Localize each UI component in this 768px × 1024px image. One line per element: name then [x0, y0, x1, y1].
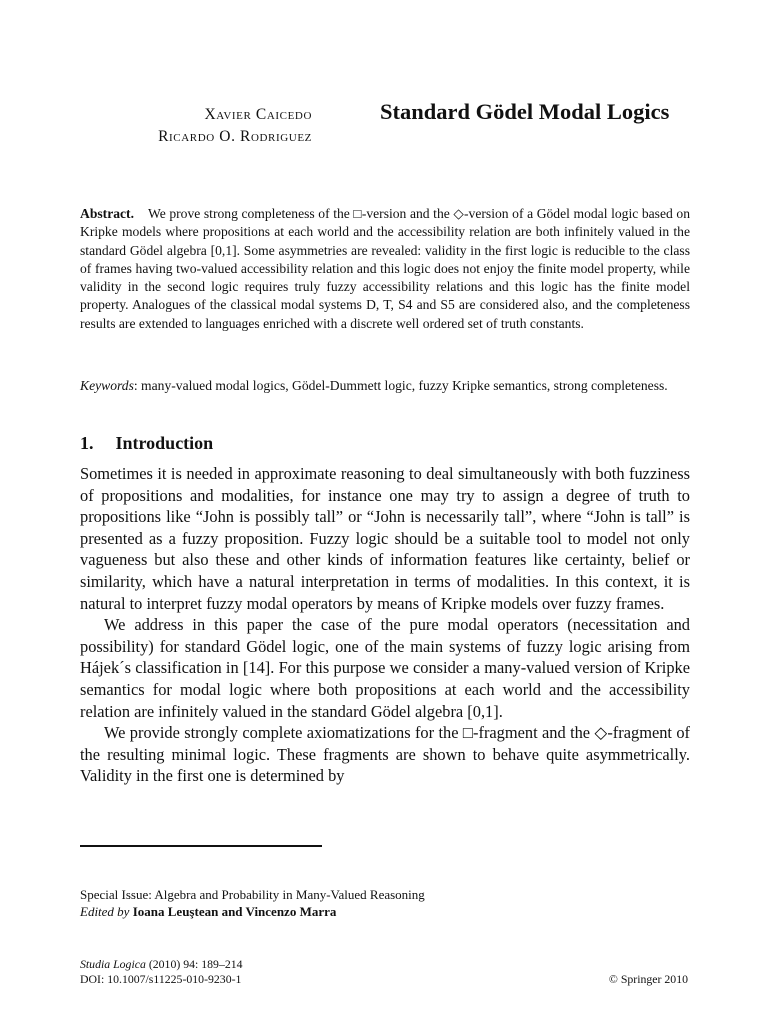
paragraph: We address in this paper the case of the pure modal operators (necessitation and possibility) for standard Gödel logic, one of the main systems of fuzzy logic arising from Hájek´s classification in [14]. For this purpose we consider a many-valued version of Kripke semantics for modal logic where both propositions at each world and the accessibility relation are infinitely valued in the standard Gödel algebra [0,1].: [80, 615, 690, 721]
keywords-label: Keywords: [80, 378, 134, 393]
bibliographic-info: [80, 957, 480, 987]
section-number: 1.: [80, 433, 94, 453]
copyright-notice: © Springer 2010: [608, 972, 688, 986]
body-text: [80, 463, 690, 787]
volume-info: (2010) 94: 189–214: [148, 957, 243, 971]
paragraph: We provide strongly complete axiomatizations for the □-fragment and the ◇-fragment of the resulting minimal logic. These fragments are shown to behave quite asymmetrically. Validity in the first one is determined by: [80, 723, 690, 786]
journal-name: Studia Logica: [80, 957, 146, 971]
paragraph: Sometimes it is needed in approximate reasoning to deal simultaneously with both fuzziness of propositions and modalities, for instance one may try to assign a degree of truth to propositions like “John is possibly tall” or “John is necessarily tall”, where “John is tall” is presented as a fuzzy proposition. Fuzzy logic should be a suitable tool to model not only vagueness but also these and other kinds of information features like certainty, belief or similarity, which have a natural interpretation in terms of modalities. In this context, it is natural to interpret fuzzy modal operators by means of Kripke models over fuzzy frames.: [80, 464, 690, 613]
author-list: [80, 104, 312, 148]
special-issue-note: Special Issue: Algebra and Probability in Many-Valued Reasoning: [80, 887, 425, 902]
editors-line: [80, 903, 690, 920]
edited-by-label: Edited by: [80, 904, 130, 919]
abstract: [80, 205, 690, 333]
keywords: [80, 377, 690, 395]
journal-line: [80, 957, 480, 972]
author-name: Ricardo O. Rodriguez: [158, 128, 312, 145]
section-title: Introduction: [115, 433, 214, 453]
keywords-text: : many-valued modal logics, Gödel-Dummett logic, fuzzy Kripke semantics, strong completeness.: [133, 378, 668, 393]
footnote: [80, 886, 690, 920]
editor-names: Ioana Leuştean and Vincenzo Marra: [132, 904, 337, 919]
section-heading: [80, 431, 213, 455]
author-name: Xavier Caicedo: [204, 106, 312, 123]
abstract-label: Abstract.: [80, 206, 134, 221]
abstract-text: We prove strong completeness of the □-version and the ◇-version of a Gödel modal logic based on Kripke models where propositions at each world and the accessibility relation are both infinitely valued in the standard Gödel algebra [0,1]. Some asymmetries are revealed: validity in the first logic is reducible to the class of frames having two-valued accessibility relation and this logic does not enjoy the finite model property, while validity in the second logic requires truly fuzzy accessibility relations and this logic has the finite model property. Analogues of the classical modal systems D, T, S4 and S5 are considered also, and the completeness results are extended to languages enriched with a discrete well ordered set of truth constants.: [80, 206, 690, 331]
paper-title: Standard Gödel Modal Logics: [380, 99, 670, 124]
footnote-divider: [80, 845, 322, 847]
doi: DOI: 10.1007/s11225-010-9230-1: [80, 972, 242, 986]
